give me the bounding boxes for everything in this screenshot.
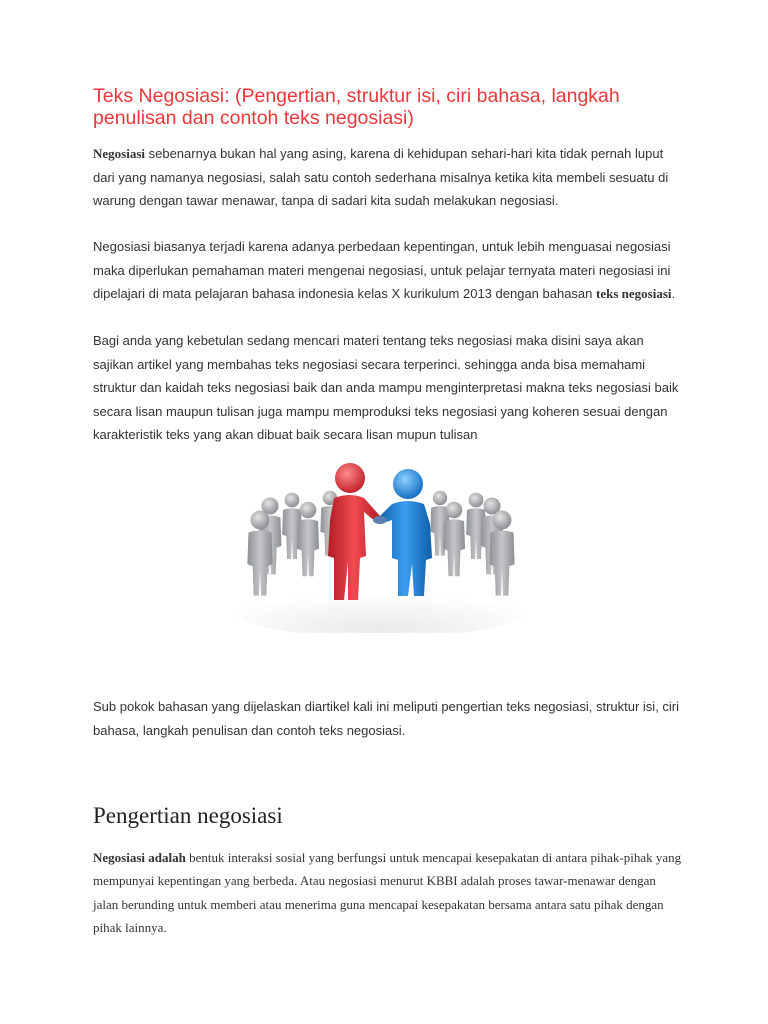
handshake-people-icon: [230, 458, 530, 633]
definition-bold: Negosiasi adalah: [93, 850, 186, 865]
definition-paragraph: [93, 846, 683, 939]
blue-figure: [378, 469, 432, 596]
definition-text: bentuk interaksi sosial yang berfungsi untuk mencapai kesepakatan di antara pihak-pihak yang mempunyai kepentingan yang berbeda. Atau negosiasi menurut KBBI adalah proses tawar-menawar dengan jalan berunding untuk memberi atau menerima guna mencapai kesepakatan bersama antara satu pihak dengan pihak lainnya.: [93, 850, 682, 935]
article-title: Teks Negosiasi: (Pengertian, struktur isi, ciri bahasa, langkah penulisan dan contoh teks negosiasi): [93, 85, 620, 129]
intro-text: sebenarnya bukan hal yang asing, karena di kehidupan sehari-hari kita tidak pernah luput dari yang namanya negosiasi, salah satu contoh sederhana misalnya ketika kita membeli sesuatu di warung dengan tawar menawar, tanpa di sadari kita sudah melakukan negosiasi.: [93, 146, 669, 208]
paragraph-2-bold: teks negosiasi: [596, 286, 672, 301]
section-heading: Pengertian negosiasi: [93, 803, 283, 828]
paragraph-2-end: .: [671, 286, 676, 301]
intro-bold: Negosiasi: [93, 146, 145, 161]
paragraph-3: Bagi anda yang kebetulan sedang mencari materi tentang teks negosiasi maka disini saya akan sajikan artikel yang membahas teks negosiasi secara terperinci. sehingga anda bisa memahami struktur dan kaidah teks negosiasi baik dan anda mampu menginterpretasi makna teks negosiasi baik secara lisan maupun tulisan juga mampu memproduksi teks negosiasi yang koheren sesuai dengan karakteristik teks yang akan dibuat baik secara lisan mupun tulisan: [93, 333, 679, 442]
paragraph-2: [93, 235, 683, 306]
paragraph-4: Sub pokok bahasan yang dijelaskan diartikel kali ini meliputi pengertian teks negosiasi, struktur isi, ciri bahasa, langkah penulisan dan contoh teks negosiasi.: [93, 699, 680, 738]
paragraph-2-text: Negosiasi biasanya terjadi karena adanya perbedaan kepentingan, untuk lebih menguasai negosiasi maka diperlukan pemahaman materi mengenai negosiasi, untuk pelajar ternyata materi negosiasi ini dipelajari di mata pelajaran bahasa indonesia kelas X kurikulum 2013 dengan bahasan: [93, 239, 671, 301]
intro-paragraph: [93, 142, 683, 213]
